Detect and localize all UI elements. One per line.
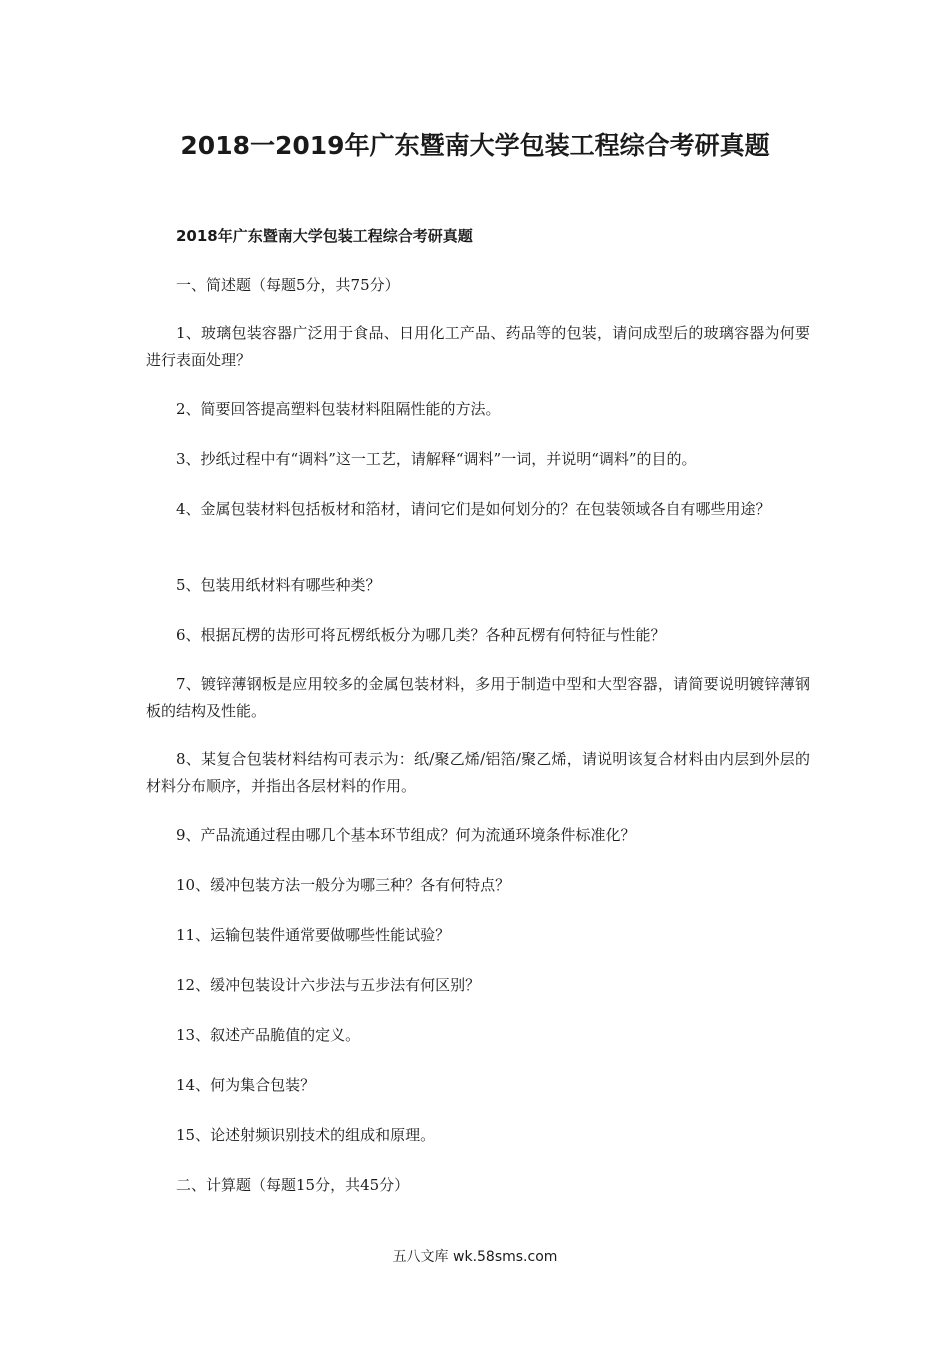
- question-item: 14、何为集合包装？: [176, 1076, 316, 1094]
- section-heading-calculation: 二、计算题（每题15分，共45分）: [176, 1176, 410, 1194]
- question-item: 4、金属包装材料包括板材和箔材，请问它们是如何划分的？在包装领域各自有哪些用途？: [176, 500, 771, 518]
- question-item: 15、论述射频识别技术的组成和原理。: [176, 1126, 436, 1144]
- document-title: 2018一2019年广东暨南大学包装工程综合考研真题: [180, 131, 770, 160]
- question-item: 1、玻璃包装容器广泛用于食品、日用化工产品、药品等的包装，请问成型后的玻璃容器为何要进行表面处理？: [146, 324, 810, 369]
- page-footer: 五八文库 wk.58sms.com: [392, 1249, 558, 1265]
- document-subtitle: 2018年广东暨南大学包装工程综合考研真题: [176, 227, 473, 245]
- question-item: 5、包装用纸材料有哪些种类？: [176, 576, 381, 594]
- question-item: 3、抄纸过程中有“调料”这一工艺，请解释“调料”一词，并说明“调料”的目的。: [176, 450, 697, 468]
- question-item: 9、产品流通过程由哪几个基本环节组成？何为流通环境条件标准化？: [176, 826, 636, 844]
- question-item: 8、某复合包装材料结构可表示为：纸/聚乙烯/铝箔/聚乙烯，请说明该复合材料由内层到外层的材料分布顺序，并指出各层材料的作用。: [146, 750, 810, 795]
- question-item: 10、缓冲包装方法一般分为哪三种？各有何特点？: [176, 876, 511, 894]
- question-item: 13、叙述产品脆值的定义。: [176, 1026, 361, 1044]
- section-heading-short-answer: 一、简述题（每题5分，共75分）: [176, 276, 400, 294]
- question-item: 7、镀锌薄钢板是应用较多的金属包装材料，多用于制造中型和大型容器，请简要说明镀锌薄钢板的结构及性能。: [146, 675, 810, 720]
- question-item: 11、运输包装件通常要做哪些性能试验？: [176, 926, 451, 944]
- question-item: 6、根据瓦楞的齿形可将瓦楞纸板分为哪几类？各种瓦楞有何特征与性能？: [176, 626, 666, 644]
- question-item: 2、简要回答提高塑料包装材料阻隔性能的方法。: [176, 400, 501, 418]
- question-item: 12、缓冲包装设计六步法与五步法有何区别？: [176, 976, 481, 994]
